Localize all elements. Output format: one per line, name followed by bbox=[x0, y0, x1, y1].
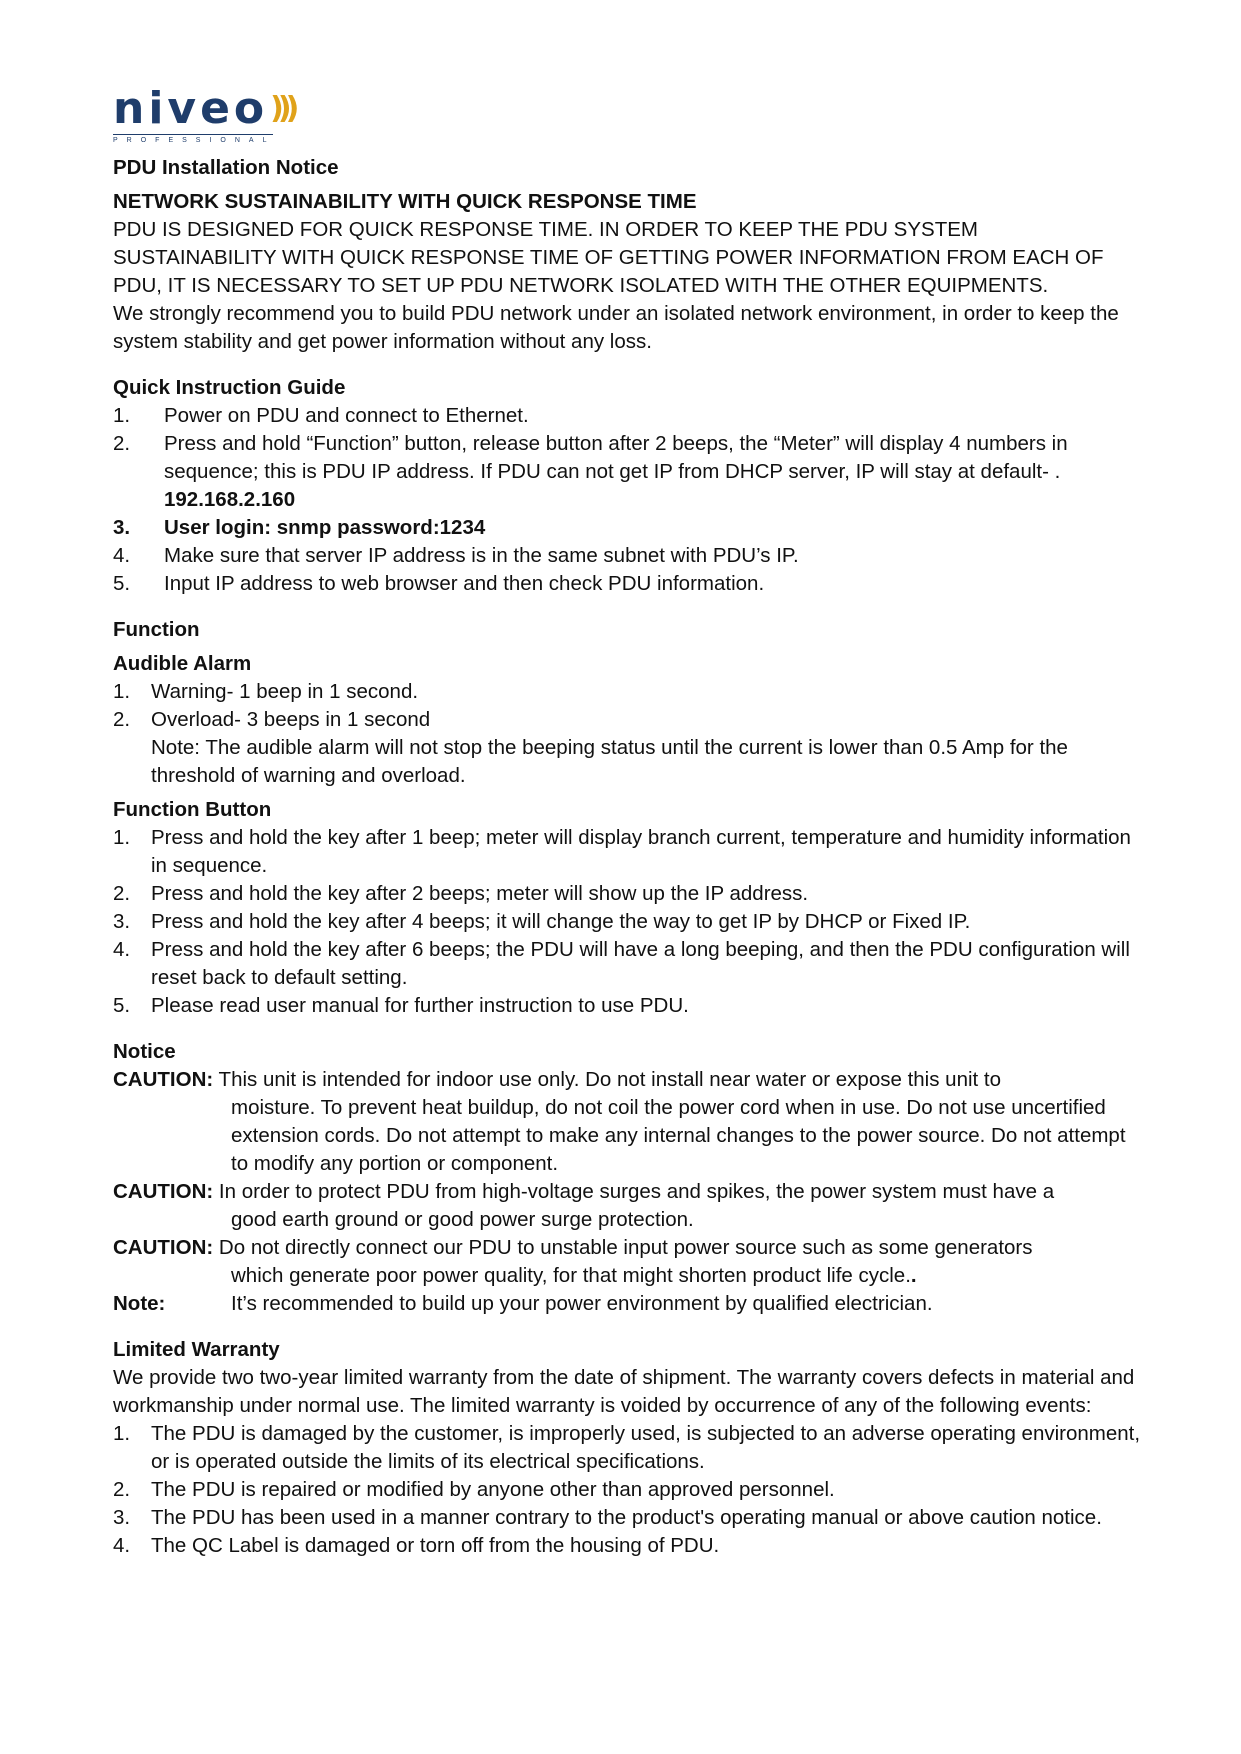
list-item: 4. Make sure that server IP address is in the same subnet with PDU’s IP. bbox=[113, 544, 799, 567]
wave-icon: ))) bbox=[270, 91, 294, 126]
list-item: 4. Press and hold the key after 6 beeps; the PDU will have a long beeping, and then the PDU configuration will reset back to default setting. bbox=[113, 938, 1130, 989]
list-item: 5. Input IP address to web browser and then check PDU information. bbox=[113, 572, 765, 595]
function-heading: Function bbox=[113, 618, 200, 641]
logo-tagline: PROFESSIONAL bbox=[113, 137, 276, 144]
warranty-heading: Limited Warranty bbox=[113, 1338, 280, 1361]
quick-guide-list bbox=[113, 402, 1143, 598]
network-heading: NETWORK SUSTAINABILITY WITH QUICK RESPONSE TIME bbox=[113, 190, 697, 213]
document-page bbox=[113, 83, 1143, 1560]
list-item: 1. Press and hold the key after 1 beep; meter will display branch current, temperature and humidity information in sequence. bbox=[113, 826, 1131, 877]
note-row: Note: It’s recommended to build up your power environment by qualified electrician. bbox=[113, 1292, 933, 1315]
logo-divider bbox=[113, 134, 273, 135]
audible-alarm-list bbox=[113, 678, 1143, 790]
list-item: 4. The QC Label is damaged or torn off from the housing of PDU. bbox=[113, 1534, 720, 1557]
network-caps-text: PDU IS DESIGNED FOR QUICK RESPONSE TIME. IN ORDER TO KEEP THE PDU SYSTEM SUSTAINABILITY WITH QUICK RESPONSE TIME OF GETTING POWER INFORMATION FROM EACH OF PDU, IT IS NECESSARY TO SET UP PDU NETWORK ISOLATED WITH THE OTHER EQUIPMENTS. bbox=[113, 218, 1104, 297]
login-credentials: User login: snmp password:1234 bbox=[164, 516, 486, 539]
list-item: 1. Warning- 1 beep in 1 second. bbox=[113, 680, 419, 703]
list-item: 2. The PDU is repaired or modified by anyone other than approved personnel. bbox=[113, 1478, 835, 1501]
niveo-logo bbox=[113, 83, 303, 146]
list-item: 1. The PDU is damaged by the customer, is improperly used, is subjected to an adverse operating environment, or is operated outside the limits of its electrical specifications. bbox=[113, 1422, 1141, 1473]
caution-block: CAUTION: In order to protect PDU from high-voltage surges and spikes, the power system must have a good earth ground or good power surge protection. bbox=[113, 1180, 1055, 1231]
list-item: 2. Overload- 3 beeps in 1 second Note: The audible alarm will not stop the beeping status until the current is lower than 0.5 Amp for the threshold of warning and overload. bbox=[113, 708, 1068, 787]
list-item: 1. Power on PDU and connect to Ethernet. bbox=[113, 404, 529, 427]
list-item: 2. Press and hold the key after 2 beeps; meter will show up the IP address. bbox=[113, 882, 809, 905]
function-button-list bbox=[113, 824, 1143, 1020]
list-item: 2. Press and hold “Function” button, release button after 2 beeps, the “Meter” will display 4 numbers in sequence; this is PDU IP address. If PDU can not get IP from DHCP server, IP will stay at default- . 192.168.2.160 bbox=[113, 432, 1068, 511]
audible-alarm-note: Note: The audible alarm will not stop the beeping status until the current is lower than 0.5 Amp for the threshold of warning and overload. bbox=[151, 736, 1068, 787]
warranty-intro: We provide two two-year limited warranty from the date of shipment. The warranty covers defects in material and workmanship under normal use. The limited warranty is voided by occurrence of any of the following events: bbox=[113, 1366, 1135, 1417]
doc-title: PDU Installation Notice bbox=[113, 156, 339, 179]
warranty-list bbox=[113, 1420, 1143, 1560]
list-item: 5. Please read user manual for further instruction to use PDU. bbox=[113, 994, 689, 1017]
list-item: 3. Press and hold the key after 4 beeps; it will change the way to get IP by DHCP or Fixed IP. bbox=[113, 910, 971, 933]
audible-alarm-heading: Audible Alarm bbox=[113, 652, 252, 675]
caution-block: CAUTION: Do not directly connect our PDU to unstable input power source such as some generators which generate poor power quality, for that might shorten product life cycle.. bbox=[113, 1236, 1033, 1287]
list-item: 3. User login: snmp password:1234 bbox=[113, 514, 1143, 542]
logo-wordmark: niveo bbox=[113, 83, 269, 134]
function-button-heading: Function Button bbox=[113, 798, 272, 821]
default-ip: 192.168.2.160 bbox=[164, 488, 296, 511]
list-item: 3. The PDU has been used in a manner contrary to the product's operating manual or above caution notice. bbox=[113, 1506, 1102, 1529]
notice-heading: Notice bbox=[113, 1040, 176, 1063]
network-recommendation: We strongly recommend you to build PDU network under an isolated network environment, in order to keep the system stability and get power information without any loss. bbox=[113, 302, 1119, 353]
quick-guide-heading: Quick Instruction Guide bbox=[113, 376, 346, 399]
caution-block: CAUTION: This unit is intended for indoor use only. Do not install near water or expose this unit to moisture. To prevent heat buildup, do not coil the power cord when in use. Do not use uncertified extension cords. Do not attempt to make any internal changes to the power source. Do not attempt to modify any portion or component. bbox=[113, 1068, 1126, 1175]
